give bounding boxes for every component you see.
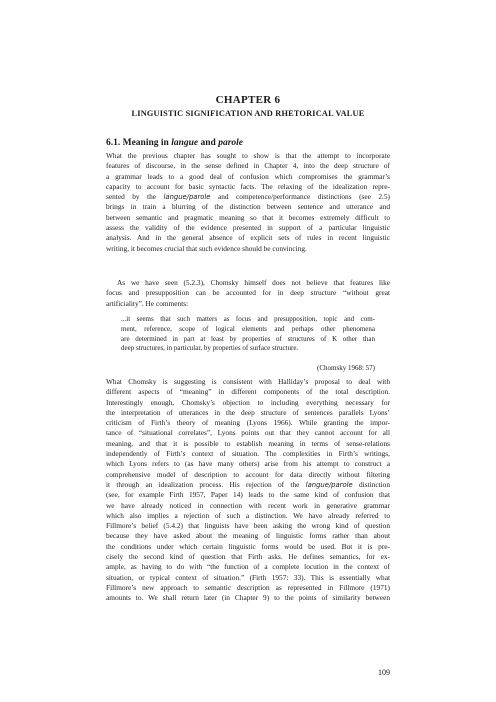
text-line: the interpretation of utterances in the deep structure of sentences parallels Lyons’ [106,407,390,417]
text-line: Fillmore’s belief (5.4.2) that linguists have been asking the wrong kind of question [106,521,390,531]
text-line: assess the validity of the evidence presented in support of a particular linguistic [106,223,390,233]
text-line: criticism of Firth’s theory of meaning (Lyons 1966). While granting the impor- [106,418,390,428]
section-term-langue: langue [171,138,199,148]
text-line: writing, it becomes crucial that such evidence should be convincing. [106,243,307,253]
chapter-title: LINGUISTIC SIGNIFICATION AND RHETORICAL VALUE [131,109,365,118]
chapter-label: CHAPTER 6 [215,94,281,106]
text-line: tance of “situational correlates”, Lyons points out that they cannot account for all [106,428,390,438]
text-line: between semantic and pragmatic meaning so that it becomes extremely difficult to [106,212,390,222]
quote-citation: (Chomsky 1968: 57) [317,364,375,372]
text-line: which also implies a rejection of such a distinction. We have already referred to [106,510,390,520]
section-heading [106,138,243,148]
text-line: (see, for example Firth 1957, Paper 14) leads to the same kind of confusion that [106,490,390,500]
text-line: As we have seen (5.2.3), Chomsky himself does not believe that features like [117,278,390,287]
section-term-parole: parole [218,138,244,148]
text-line: cisely the second kind of question that Firth asks. He defines semantics, for ex- [106,552,390,562]
italic-term: langue/parole [305,480,353,489]
text-line: are determined in part at least by properties of structures of K other than [121,334,375,343]
page-number: 109 [378,668,390,677]
text-line: artificiality”. He comments: [106,298,189,308]
text-line: the conditions under which certain linguistic forms would be used. But it is pre- [106,541,390,551]
text-line: comprehensive model of description to account for data directly without filtering [106,469,390,479]
text-line: brings in train a blurring of the distinction between sentence and utterance and [106,202,390,212]
paragraph-2 [106,278,390,309]
text-line: because they have asked about the meaning of linguistic forms rather than about [106,531,390,541]
text-line: amounts to. We shall return later (in Chapter 9) to the points of similarity between [106,593,390,603]
section-number: 6.1. [106,138,121,148]
text-line: situation, or typical context of situation.” (Firth 1957: 33). This is essentially what [106,572,390,582]
text-line: focus and presupposition can be accounted for in deep structure “without great [106,288,390,298]
text-line: features of discourse, in the sense defined in Chapter 4, into the deep structure of [106,161,390,171]
section-title-part: Meaning in [122,138,169,148]
italic-term: langue/parole [163,193,211,202]
text-line: ...it seems that such matters as focus and presupposition, topic and com- [121,315,375,323]
text-line: it through an idealization process. His rejection of the langue/parole distinction [106,479,391,489]
block-quote [121,315,375,354]
text-line: sented by the langue/parole and competence/performance distinctions (see 2.5) [106,192,390,202]
section-title-part: and [200,138,216,148]
text-line: we have already noticed in connection with recent work in generative grammar [106,500,390,510]
text-line: Interestingly enough, Chomsky’s objection to including everything necessary for [106,397,390,407]
text-line: independently of Firth’s context of situation. The complexities in Firth’s writings, [106,449,390,459]
text-line: deep structures, in particular, by properties of surface structure. [121,344,299,353]
text-line: What the previous chapter has sought to show is that the attempt to incorporate [106,151,390,160]
text-line: which Lyons refers to (as have many others) arise from his attempt to construct a [106,459,390,469]
text-line: analysis. And in the general absence of explicit sets of rules in recent linguistic [106,233,390,243]
text-line: ample, as having to do with “the function of a complete locution in the context of [106,562,390,572]
text-line: Fillmore’s new approach to semantic description as represented in Fillmore (1971) [106,582,390,592]
paragraph-1 [106,151,390,254]
text-line: meaning, and that it is possible to establish meaning in terms of sense-relations [106,438,390,448]
paragraph-3 [106,377,390,604]
text-line: different aspects of “meaning” in different components of the total description. [106,387,390,397]
text-line: capacity to account for basic syntactic facts. The relaxing of the idealization repre- [106,181,390,191]
text-line: ment, reference, scope of logical elements and perhaps other phenomena [121,324,375,333]
text-line: a grammar leads to a good deal of confusion which compromises the grammar’s [106,171,390,181]
text-line: What Chomsky is suggesting is consistent with Halliday’s proposal to deal with [106,377,390,386]
